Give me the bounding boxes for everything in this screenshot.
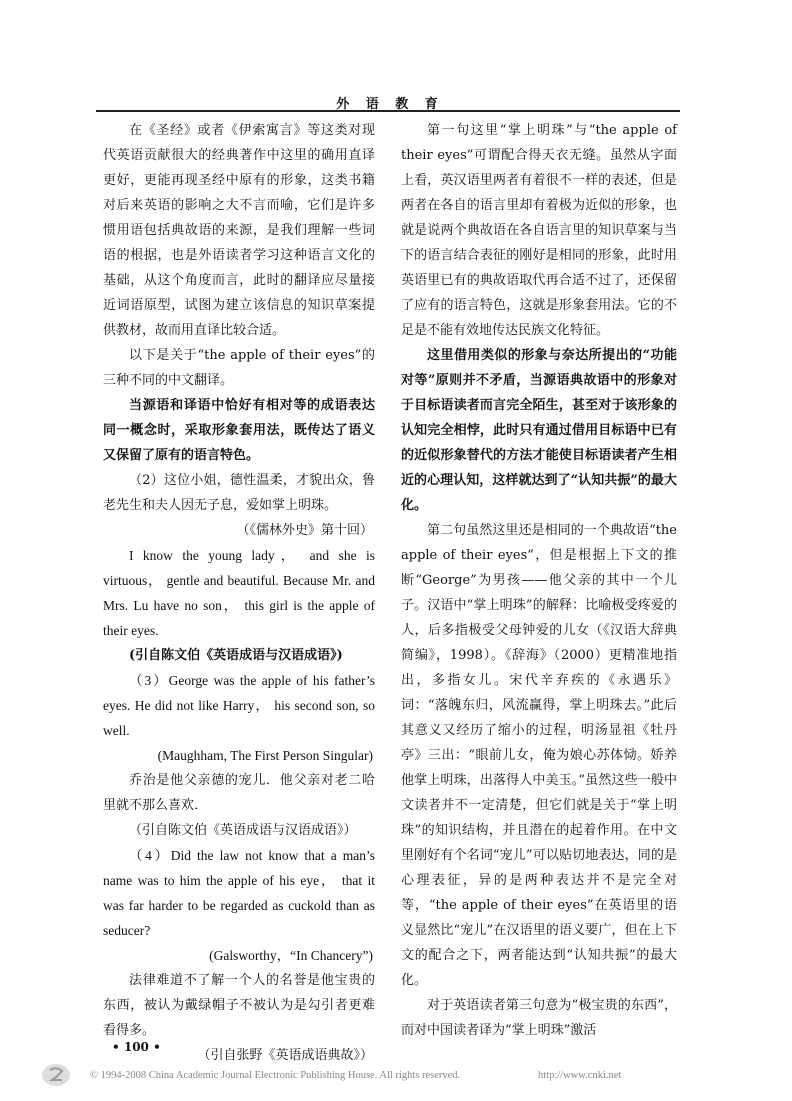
paragraph: (Galsworthy，“In Chancery”) bbox=[209, 948, 373, 963]
footer bbox=[40, 1060, 760, 1090]
paragraph: 在《圣经》或者《伊索寓言》等这类对现代英语贡献很大的经典著作中这里的确用直译更好，更能再现圣经中原有的形象，这类书籍对后来英语的影响之大不言而喻，它们是许多惯用语包括典故语的来源，是我们理解一些词语的根据，也是外语读者学习这种语言文化的基础，从这个角度而言，此时的翻译应尽量接近词语原型，试图为建立该信息的知识草案提供教材，故而用直译比较合适。 bbox=[103, 123, 375, 338]
paragraph: I know the young lady， and she is virtuous， gentle and beautiful. Because Mr. and Mrs. Lu have no son， this girl is the apple of their eyes. bbox=[103, 548, 375, 638]
header-rule bbox=[96, 110, 680, 112]
paragraph: （引自张野《英语成语典故》） bbox=[197, 1048, 373, 1063]
paragraph: 乔治是他父亲德的宠儿．他父亲对老二哈里就不那么喜欢． bbox=[103, 773, 375, 813]
page-number: • 100 • bbox=[112, 1040, 161, 1054]
paragraph: 当源语和译语中恰好有相对等的成语表达同一概念时，采取形象套用法，既传达了语义又保留了原有的语言特色。 bbox=[103, 398, 375, 463]
paragraph: （《儒林外史》第十回） bbox=[236, 523, 373, 538]
right-column bbox=[401, 118, 677, 1043]
paragraph: (Maughham, The First Person Singular) bbox=[157, 748, 373, 763]
paragraph: 以下是关于“the apple of their eyes”的三种不同的中文翻译。 bbox=[103, 348, 375, 388]
paragraph: （引自陈文伯《英语成语与汉语成语》） bbox=[129, 823, 357, 838]
paragraph: 第二句虽然这里还是相同的一个典故语“the apple of their eyes”，但是根据上下文的推断“George”为男孩——他父亲的其中一个儿子。汉语中“掌上明珠”的解释：比喻极受疼爱的人，后多指极受父母钟爱的儿女（《汉语大辞典简编》，1998）。《辞海》（2000）更精准地指出，多指女儿。宋代辛弃疾的《永遇乐》词：“落魄东归，风流赢得，掌上明珠去。”此后其意义又经历了缩小的过程，明汤显祖《牡丹亭》三出：“眼前儿女，俺为娘心苏体恸。娇养他掌上明珠，出落得人中美玉。”虽然这些一般中文读者并不一定清楚，但它们就是关于“掌上明珠”的知识结构，并且潜在的起着作用。在中文里刚好有个名词“宠儿”可以贴切地表达，同的是心理表征，异的是两种表达并不是完全对等，“the apple of their eyes”在英语里的语义显然比“宠儿”在汉语里的语义要广，但在上下文的配合之下，两者能达到“认知共振”的最大化。 bbox=[401, 523, 677, 988]
paragraph: 法律难道不了解一个人的名誉是他宝贵的东西，被认为戴绿帽子不被认为是勾引者更难看得多。 bbox=[103, 973, 375, 1038]
cnki-url-link[interactable]: http://www.cnki.net bbox=[538, 1070, 622, 1081]
copyright-text: © 1994-2008 China Academic Journal Electronic Publishing House. All rights reserved. bbox=[90, 1070, 461, 1081]
paragraph: 对于英语读者第三句意为“极宝贵的东西”，而对中国读者译为“掌上明珠”激活 bbox=[401, 998, 677, 1038]
paragraph: （4）Did the law not know that a man’s name was to him the apple of his eye， that it was far harder to be regarded as cuckold than as seducer? bbox=[103, 848, 375, 938]
cnki-logo-icon bbox=[40, 1062, 72, 1088]
left-column bbox=[103, 118, 375, 1068]
paragraph: （2）这位小姐，德性温柔，才貌出众，鲁老先生和夫人因无子息，爱如掌上明珠。 bbox=[103, 473, 375, 513]
paragraph: 第一句这里“掌上明珠”与“the apple of their eyes”可谓配合得天衣无缝。虽然从字面上看，英汉语里两者有着很不一样的表述，但是两者在各自的语言里却有着极为近似的形象，也就是说两个典故语在各自语言里的知识草案与当下的语言结合表征的刚好是相同的形象，此时用英语里已有的典故语取代再合适不过了，还保留了应有的语言特色，这就是形象套用法。它的不足是不能有效地传达民族文化特征。 bbox=[401, 123, 677, 338]
paragraph: (引自陈文伯《英语成语与汉语成语》) bbox=[129, 648, 343, 663]
paragraph: （3）George was the apple of his father’s eyes. He did not like Harry， his second son, so well. bbox=[103, 673, 375, 738]
paragraph: 这里借用类似的形象与奈达所提出的“功能对等”原则并不矛盾，当源语典故语中的形象对于目标语读者而言完全陌生，甚至对于该形象的认知完全相悖，此时只有通过借用目标语中已有的近似形象替代的方法才能使目标语读者产生相近的心理认知，这样就达到了“认知共振”的最大化。 bbox=[401, 348, 677, 513]
journal-header: 外 语 教 育 bbox=[336, 97, 444, 112]
